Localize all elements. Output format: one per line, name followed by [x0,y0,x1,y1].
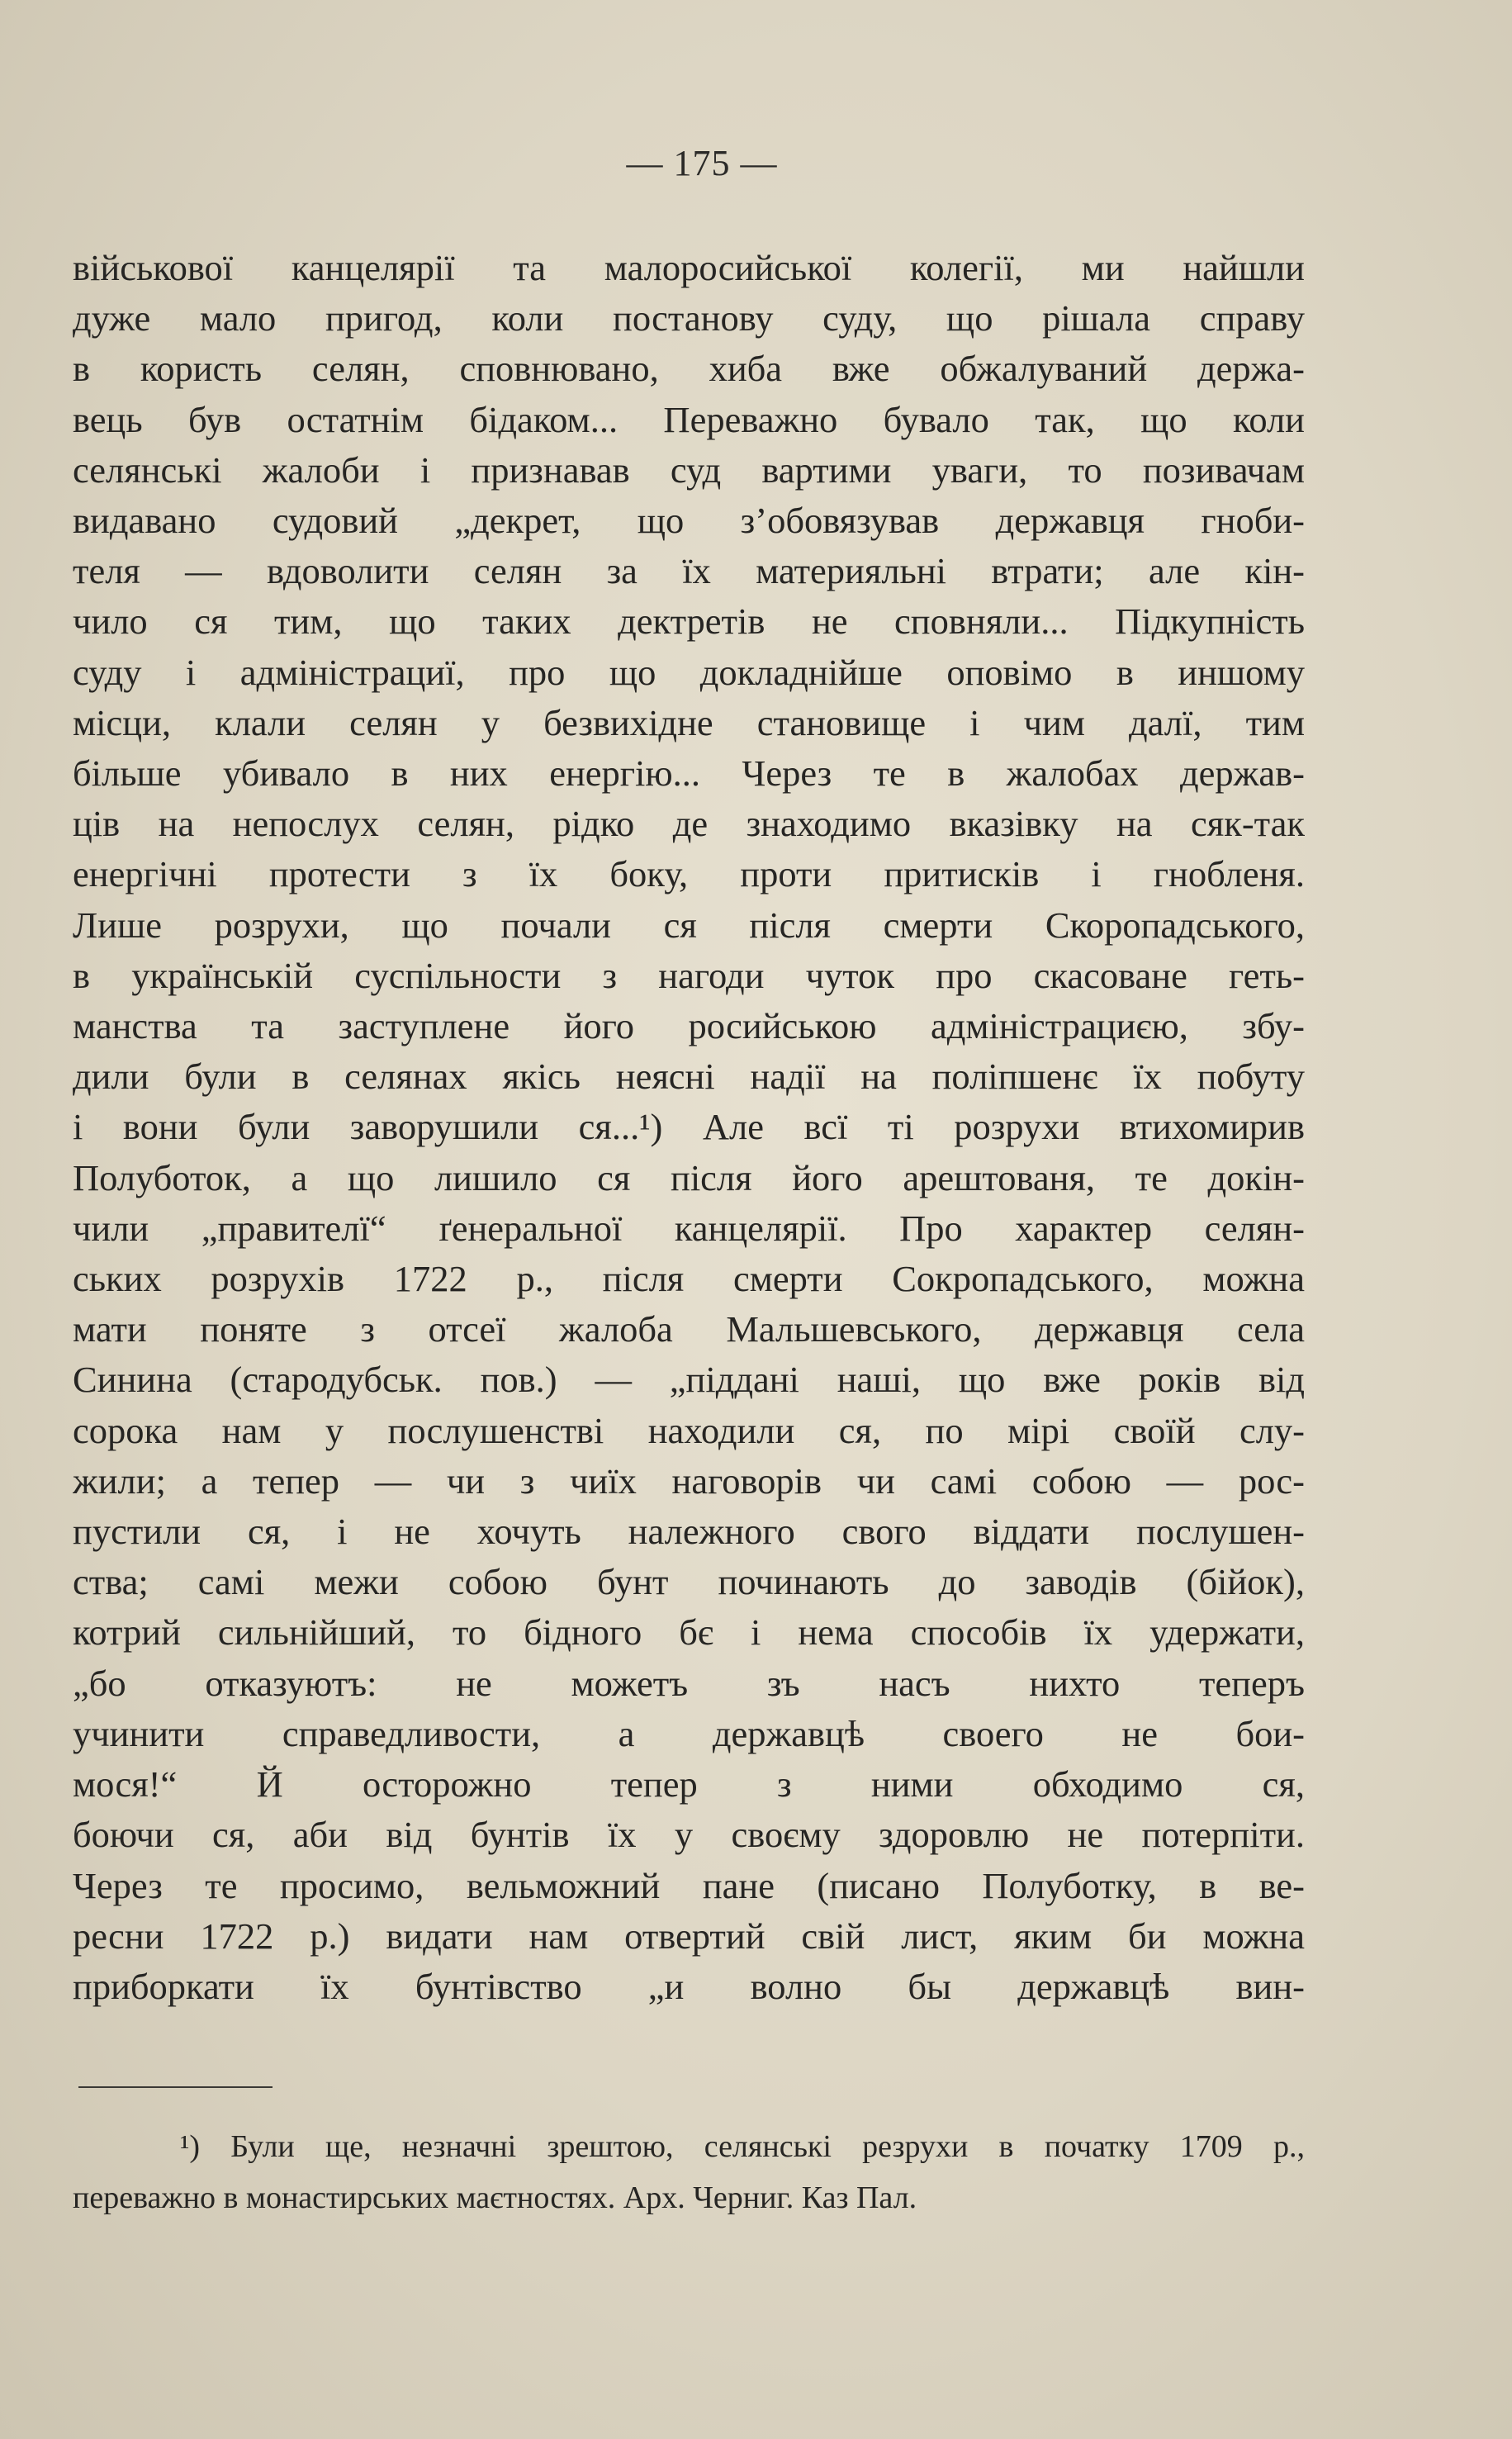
text-line: видавано судовий „декрет, що з’обовязував державця гноби- [73,500,1305,542]
footnote-line: переважно в монастирських маєтностях. Арх. Черниг. Каз Пал. [73,2180,917,2215]
text-line: мося!“ Й осторожно тепер з ними обходимо ся, [73,1763,1305,1806]
text-line: боючи ся, аби від бунтів їх у своєму здоровлю не потерпіти. [73,1814,1305,1856]
text-line: ців на непослух селян, рідко де знаходимо вказівку на сяк-так [73,803,1305,845]
text-line: дили були в селянах якісь неясні надії на поліпшенє їх побуту [73,1056,1305,1098]
text-line: котрий сильнійший, то бідного бє і нема способів їх удержати, [73,1611,1305,1654]
text-line: манства та заступлене його росийською адміністрациєю, збу- [73,1005,1305,1047]
text-line: в користь селян, сповнювано, хиба вже обжалуваний держа- [73,348,1305,390]
body-text [73,243,1305,2012]
text-line: вець був остатнім бідаком... Переважно бувало так, що коли [73,398,1305,440]
text-line: ства; самі межи собою бунт починають до заводів (бійок), [73,1561,1305,1603]
page-number: — 175 — [626,143,778,183]
text-line: чило ся тим, що таких дектретів не сповняли... Підкупність [73,600,1305,643]
text-line: в українській суспільности з нагоди чуток про скасоване геть- [73,954,1305,996]
text-line: Синина (стародубськ. пов.) — „піддані наші, що вже років від [73,1359,1305,1401]
text-line: Полуботок, а що лишило ся після його арештованя, те докін- [73,1156,1305,1198]
footnote-line: ¹) Були ще, незначні зрештою, селянські резрухи в початку 1709 р., [180,2129,1305,2164]
text-line: дуже мало пригод, коли постанову суду, що рішала справу [73,297,1305,339]
text-line: ських розрухів 1722 р., після смерти Сокропадського, можна [73,1258,1305,1300]
text-line: приборкати їх бунтівство „и волно бы державцѣ вин- [73,1965,1305,2007]
text-line: і вони були заворушили ся...¹) Але всї ті розрухи втихомирив [73,1106,1305,1148]
text-line: Лише розрухи, що почали ся після смерти Скоропадського, [73,904,1305,946]
text-line: місци, клали селян у безвихідне становище і чим далї, тим [73,701,1305,743]
text-line: пустили ся, і не хочуть належного свого віддати послушен- [73,1511,1305,1553]
text-line: мати поняте з отсеї жалоба Мальшевського, державця села [73,1308,1305,1350]
text-line: суду і адміністрациї, про що докладнійше оповімо в иншому [73,651,1305,693]
text-line: „бо отказуютъ: не можетъ зъ насъ нихто теперъ [73,1662,1305,1704]
text-line: Через те просимо, вельможний пане (писано Полуботку, в ве- [73,1864,1305,1906]
text-line: ресни 1722 р.) видати нам отвертий свій лист, яким би можна [73,1915,1305,1957]
text-line: жили; а тепер — чи з чиїх наговорів чи самі собою — рос- [73,1459,1305,1502]
text-line: селянські жалоби і признавав суд вартими уваги, то позивачам [73,448,1305,491]
text-line: чили „правителї“ ґенеральної канцелярії. Про характер селян- [73,1207,1305,1249]
text-line: військової канцелярії та малоросийської колегії, ми найшли [73,247,1305,288]
text-line: енергічні протести з їх боку, проти притисків і гнобленя. [73,853,1305,895]
footnote-separator [78,2086,273,2088]
footnotes [73,2121,1305,2223]
text-line: більше убивало в них енергію... Через те в жалобах держав- [73,752,1305,795]
text-line: учинити справедливости, а державцѣ своего не бои- [73,1712,1305,1754]
text-line: сорока нам у послушенстві находили ся, по мірі своїй слу- [73,1409,1305,1451]
text-line: теля — вдоволити селян за їх материяльні втрати; але кін- [73,550,1305,592]
